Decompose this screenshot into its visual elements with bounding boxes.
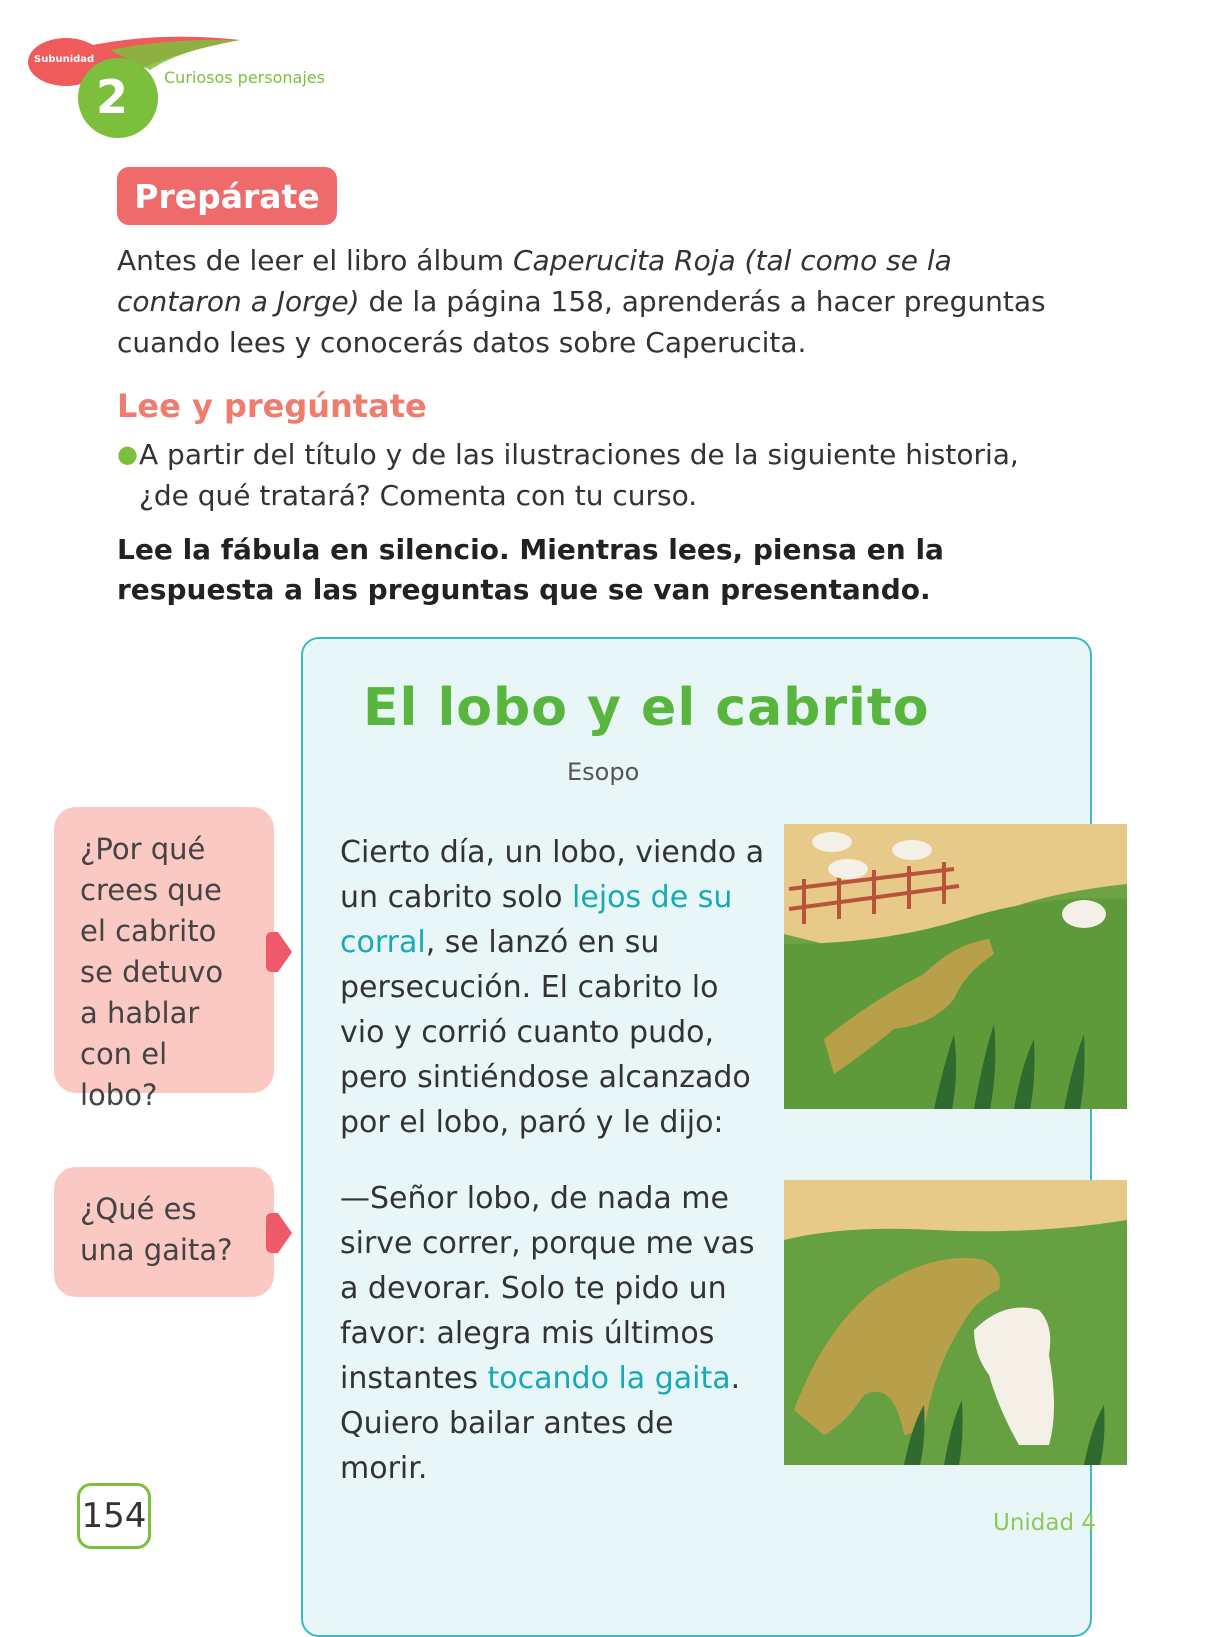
page-number: 154 (77, 1483, 151, 1549)
highlight-lejos-de-su-corral: lejos de su corral (340, 880, 733, 960)
story-title: El lobo y el cabrito (363, 678, 930, 738)
story-paragraph-1 (340, 830, 770, 1145)
p2-text-a: —Señor lobo, de nada me sirve correr, porque me vas a devorar. Solo te pido un favor: alegra mis últimos instantes (340, 1181, 755, 1396)
subunit-label: Subunidad (34, 54, 95, 65)
question-box-1: ¿Por qué crees que el cabrito se detuvo a hablar con el lobo? (54, 807, 274, 1093)
question-box-2: ¿Qué es una gaita? (54, 1167, 274, 1297)
prepare-tag: Prepárate (117, 167, 337, 225)
highlight-tocando-la-gaita: tocando la gaita (487, 1361, 731, 1396)
p2-text-c: Quiero bailar antes de morir. (340, 1406, 674, 1486)
story-author: Esopo (567, 758, 640, 786)
pointer-arrow-icon (266, 1213, 292, 1253)
subunit-number: 2 (96, 70, 129, 124)
bullet-dot-icon: ● (117, 440, 138, 468)
wolf-chasing-goat-illustration (784, 824, 1127, 1109)
bullet-text: A partir del título y de las ilustraciones de la siguiente historia, ¿de qué tratará? Comenta con tu curso. (139, 438, 1019, 512)
p2-text-b: . (730, 1361, 741, 1396)
unit-label: Unidad 4 (993, 1510, 1097, 1536)
story-paragraph-2 (340, 1176, 770, 1491)
p1-text-b: , se lanzó en su persecución. El cabrito lo vio y corrió cuanto pudo, pero sintiéndose alcanzado por el lobo, paró y le dijo: (340, 925, 751, 1140)
p1-text-a: Cierto día, un lobo, viendo a un cabrito solo (340, 835, 765, 915)
intro-paragraph (117, 240, 1077, 363)
pointer-arrow-icon (266, 932, 292, 972)
intro-text-start: Antes de leer el libro álbum (117, 244, 513, 277)
intro-text-end: de la página 158, aprenderás a hacer preguntas cuando lees y conocerás datos sobre Caperucita. (117, 285, 1046, 359)
subunit-title: Curiosos personajes (164, 68, 325, 87)
section-heading: Lee y pregúntate (117, 387, 427, 425)
bullet-item (117, 434, 1077, 516)
book-title: Caperucita Roja (tal como se la contaron a Jorge) (117, 244, 952, 318)
subunit-header (0, 0, 420, 150)
reading-instruction: Lee la fábula en silencio. Mientras lees, piensa en la respuesta a las preguntas que se van presentando. (117, 533, 944, 606)
wolf-and-goat-illustration (784, 1180, 1127, 1465)
